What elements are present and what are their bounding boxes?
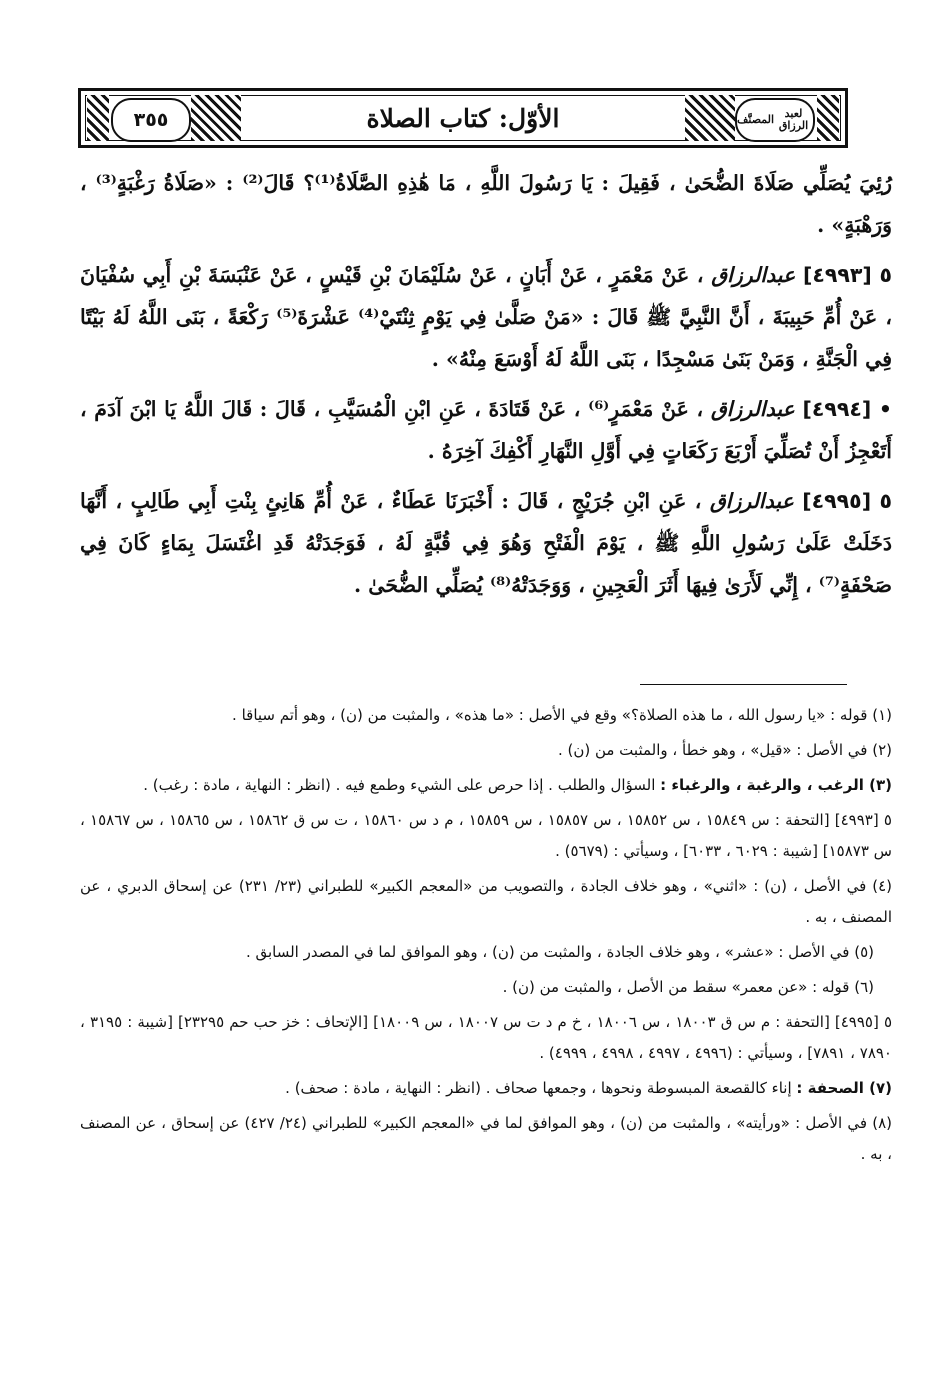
footnote-term: (٧) الصحفة : (796, 1079, 892, 1097)
footnote-text: إناء كالقصعة المبسوطة ونحوها ، وجمعها صحاف . (انظر : النهاية ، مادة : صحف) . (285, 1079, 792, 1097)
footnote-8: (٨) في الأصل : «ورأيته» ، والمثبت من (ن) ، وهو الموافق لما في «المعجم الكبير» للطبراني (٢٤/ ٤٢٧) عن إسحاق ، عن المصنف ، به . (80, 1114, 893, 1163)
footnote-4: (٤) في الأصل ، (ن) : «اثني» ، وهو خلاف الجادة ، والتصويب من «المعجم الكبير» للطبراني (٢٣/ ٢٣١) عن إسحاق الدبري ، عن المصنف ، به . (80, 877, 893, 926)
footnote-5: (٥) في الأصل : «عشر» ، وهو خلاف الجادة ، والمثبت من (ن) ، وهو الموافق لما في المصدر السابق . (245, 943, 874, 961)
ornament-right-outer (817, 95, 839, 141)
paragraph-continuation: رُئِيَ يُصَلِّي صَلَاةَ الضُّحَىٰ ، فَقِيلَ : يَا رَسُولَ اللَّهِ ، مَا هَٰذِهِ الصَّلَاةُ⁽¹⁾؟ قَالَ⁽²⁾ : «صَلَاةُ رَغْبَةٍ⁽³⁾ ، وَرَهْبَةٍ» . (80, 171, 893, 237)
main-text (80, 162, 892, 614)
hadith-text: ، عَنْ مَعْمَرٍ⁽⁶⁾ ، عَنْ قَتَادَةَ ، عَنِ ابْنِ الْمُسَيَّبِ ، قَالَ : قَالَ اللَّهُ يَا ابْنَ آدَمَ ، أَتَعْجِزُ أَنْ تُصَلِّيَ أَرْبَعَ رَكَعَاتٍ فِي أَوَّلِ النَّهَارِ أَكْفِكَ آخِرَهُ . (80, 397, 892, 463)
footnotes (80, 700, 892, 1174)
footnote-text: السؤال والطلب . إذا حرص على الشيء وطمع فيه . (انظر : النهاية ، مادة : رغب) . (143, 776, 656, 794)
takhrij-4995: ٥ [٤٩٩٥] [التحفة : م س ق ١٨٠٠٣ ، س ١٨٠٠٦ ، خ م د ت س ١٨٠٠٧ ، س ١٨٠٠٩] [الإتحاف : خز حب حم ٢٣٢٩٥] [شيبة : ٣١٩٥ ، ٧٨٩٠ ، ٧٨٩١] ، وسيأتي : (٤٩٩٦ ، ٤٩٩٧ ، ٤٩٩٨ ، ٤٩٩٩) . (80, 1013, 892, 1062)
logo-line2: لعبد الرزاق (778, 107, 809, 132)
takhrij-4993: ٥ [٤٩٩٣] [التحفة : س ١٥٨٤٩ ، س ١٥٨٥٢ ، س ١٥٨٥٧ ، س ١٥٨٥٩ ، م د س ١٥٨٦٠ ، ت س ق ١٥٨٦٢ ، س ١٥٨٦٥ ، س ١٥٨٦٧ ، س ١٥٨٧٣] [شيبة : ٦٠٢٩ ، ٦٠٣٣] ، وسيأتي : (٥٦٧٩) . (80, 811, 892, 860)
ornament-left-outer (87, 95, 109, 141)
ornament-left-inner (191, 95, 241, 141)
author-name: عبدالرزاق (709, 489, 794, 513)
hadith-4993 (80, 254, 892, 380)
footnote-1: (١) قوله : «يا رسول الله ، ما هذه الصلاة؟» وقع في الأصل : «ما هذه» ، والمثبت من (ن) ، وهو أتم سياقا . (232, 706, 892, 724)
hadith-4994 (80, 388, 892, 472)
hadith-ref: ٥ [٤٩٩٥] (802, 489, 893, 513)
footnote-6: (٦) قوله : «عن معمر» سقط من الأصل ، والمثبت من (ن) . (502, 978, 874, 996)
hadith-ref: ٥ [٤٩٩٣] (802, 263, 892, 287)
footnote-2: (٢) في الأصل : «قيل» ، وهو خطأ ، والمثبت من (ن) . (557, 741, 892, 759)
page-number: ٣٥٥ (111, 98, 191, 142)
author-name: عبدالرزاق (710, 397, 795, 421)
publisher-logo (735, 98, 815, 142)
author-name: عبدالرزاق (711, 263, 796, 287)
footnote-divider (640, 684, 847, 685)
footnote-term: (٣) الرغب ، والرغبة ، والرغباء : (660, 776, 892, 794)
hadith-text: ، عَنْ مَعْمَرٍ ، عَنْ أَبَانٍ ، عَنْ سُلَيْمَانَ بْنِ قَيْسٍ ، عَنْ عَنْبَسَةَ بْنِ أَبِي سُفْيَانَ ، عَنْ أُمِّ حَبِيبَةَ ، أَنَّ النَّبِيَّ ﷺ قَالَ : «مَنْ صَلَّىٰ فِي يَوْمٍ ثِنْتَيْ⁽⁴⁾ عَشْرَةَ⁽⁵⁾ رَكْعَةً ، بَنَى اللَّهُ لَهُ بَيْتًا فِي الْجَنَّةِ ، وَمَنْ بَنَىٰ مَسْجِدًا ، بَنَى اللَّهُ لَهُ أَوْسَعَ مِنْهُ» . (80, 263, 893, 371)
ornament-right-inner (685, 95, 735, 141)
footnote-7 (80, 1073, 892, 1104)
logo-line1: المصنَّف (737, 113, 775, 126)
hadith-4995 (80, 480, 892, 606)
page-header (78, 88, 848, 148)
hadith-ref: • [٤٩٩٤] (802, 397, 893, 421)
hadith-text: ، عَنِ ابْنِ جُرَيْجٍ ، قَالَ : أَخْبَرَنَا عَطَاءٌ ، عَنْ أُمِّ هَانِئٍ بِنْتِ أَبِي طَالِبٍ ، أَنَّهَا دَخَلَتْ عَلَىٰ رَسُولِ اللَّهِ ﷺ ، يَوْمَ الْفَتْحِ وَهُوَ فِي قُبَّةٍ لَهُ ، فَوَجَدَتْهُ قَدِ اغْتَسَلَ بِمَاءٍ كَانَ فِي صَحْفَةٍ⁽⁷⁾ ، إِنِّي لَأَرَىٰ فِيهَا أَثَرَ الْعَجِينِ ، وَوَجَدَتْهُ⁽⁸⁾ يُصَلِّي الضُّحَىٰ . (80, 489, 892, 597)
footnote-3 (80, 770, 892, 801)
running-title: الأوّل: كتاب الصلاة (366, 103, 560, 133)
